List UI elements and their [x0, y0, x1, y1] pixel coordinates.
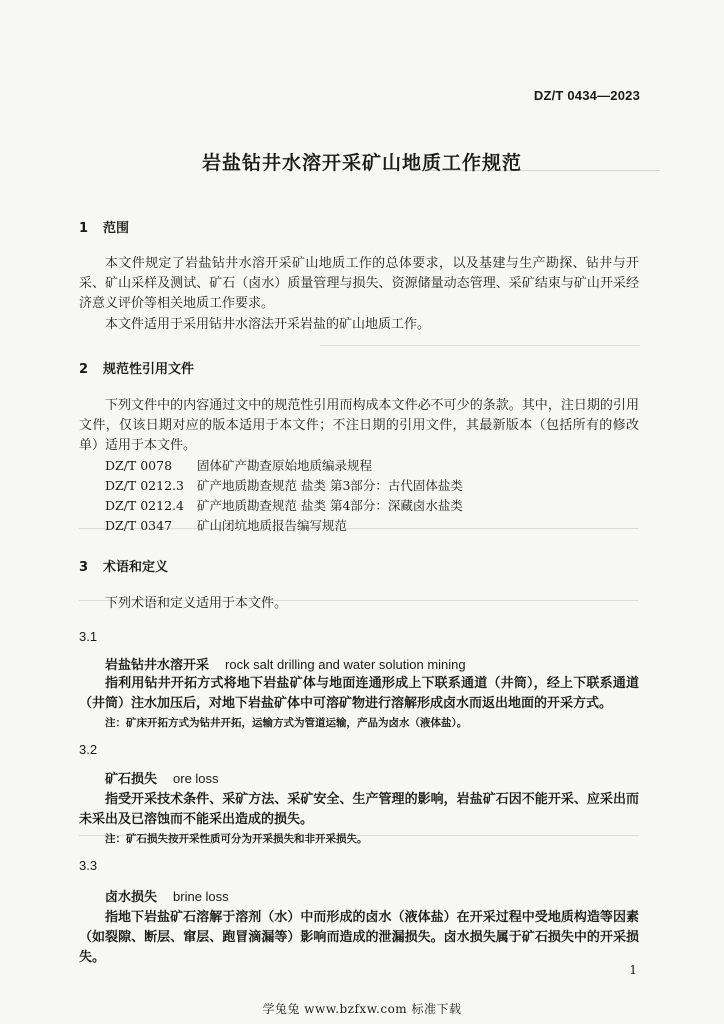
term-note: 注：矿石损失按开采性质可分为开采损失和非开采损失。 [105, 833, 368, 845]
term-zh: 岩盐钻井水溶开采 [105, 658, 210, 673]
reference-code: DZ/T 0212.3 [105, 478, 184, 493]
standard-code: DZ/T 0434—2023 [533, 88, 640, 103]
term-title [105, 768, 219, 787]
reference-code: DZ/T 0347 [105, 518, 173, 533]
reference-title: 固体矿产勘查原始地质编录规程 [197, 458, 373, 473]
section-title: 范围 [103, 221, 130, 236]
page-number: 1 [629, 963, 637, 977]
watermark-footer: 学兔兔 www.bzfxw.com 标准下载 [262, 1002, 462, 1016]
section-heading [79, 358, 194, 377]
term-number: 3.1 [79, 629, 98, 644]
paragraph: 下列文件中的内容通过文中的规范性引用而构成本文件必不可少的条款。其中，注日期的引用文件，仅该日期对应的版本适用于本文件；不注日期的引用文件，其最新版本（包括所有的修改单）适用于本文件。 [79, 398, 639, 453]
term-definition: 指地下岩盐矿石溶解于溶剂（水）中而形成的卤水（液体盐）在开采过程中受地质构造等因素（如裂隙、断层、窜层、跑冒滴漏等）影响而造成的泄漏损失。卤水损失属于矿石损失中的开采损失。 [79, 910, 639, 965]
term-number: 3.2 [79, 742, 98, 757]
section-heading [79, 556, 168, 575]
reference-item [105, 456, 372, 474]
section-title: 术语和定义 [103, 560, 169, 575]
term-definition: 指受开采技术条件、采矿方法、采矿安全、生产管理的影响，岩盐矿石因不能开采、应采出而未采出及已溶蚀而不能采出造成的损失。 [79, 792, 639, 827]
term-note: 注：矿床开拓方式为钻井开拓，运输方式为管道运输，产品为卤水（液体盐）。 [105, 717, 468, 729]
bleed-through-mark [320, 345, 640, 356]
reference-code: DZ/T 0078 [105, 458, 173, 473]
reference-title: 矿产地质勘查规范 盐类 第3部分：古代固体盐类 [197, 478, 463, 493]
term-zh: 矿石损失 [105, 772, 158, 787]
section-number: 2 [79, 362, 89, 377]
reference-title: 矿产地质勘查规范 盐类 第4部分：深藏卤水盐类 [197, 498, 463, 513]
term-zh: 卤水损失 [105, 890, 158, 905]
term-definition: 指利用钻井开拓方式将地下岩盐矿体与地面连通形成上下联系通道（井筒），经上下联系通道（井筒）注水加压后，对地下岩盐矿体中可溶矿物进行溶解形成卤水而返出地面的开采方式。 [79, 676, 639, 711]
reference-item [105, 476, 463, 494]
paragraph: 本文件规定了岩盐钻井水溶开采矿山地质工作的总体要求，以及基建与生产勘探、钻井与开采、矿山采样及测试、矿石（卤水）质量管理与损失、资源储量动态管理、采矿结束与矿山开采经济意义评价等相关地质工作要求。 [79, 256, 639, 311]
reference-item [105, 496, 463, 514]
section-number: 1 [79, 221, 89, 236]
term-en: rock salt drilling and water solution mining [225, 657, 466, 672]
reference-title: 矿山闭坑地质报告编写规范 [197, 518, 348, 533]
paragraph: 下列术语和定义适用于本文件。 [105, 596, 288, 611]
term-number: 3.3 [79, 858, 98, 873]
term-title [105, 886, 229, 905]
section-number: 3 [79, 560, 89, 575]
document-title: 岩盐钻井水溶开采矿山地质工作规范 [201, 152, 522, 174]
term-en: brine loss [173, 889, 229, 904]
section-title: 规范性引用文件 [103, 362, 195, 377]
term-en: ore loss [173, 771, 219, 786]
reference-item [105, 516, 347, 534]
term-title [105, 654, 466, 673]
section-heading [79, 217, 129, 236]
reference-code: DZ/T 0212.4 [105, 498, 184, 513]
paragraph: 本文件适用于采用钻井水溶法开采岩盐的矿山地质工作。 [105, 317, 431, 332]
